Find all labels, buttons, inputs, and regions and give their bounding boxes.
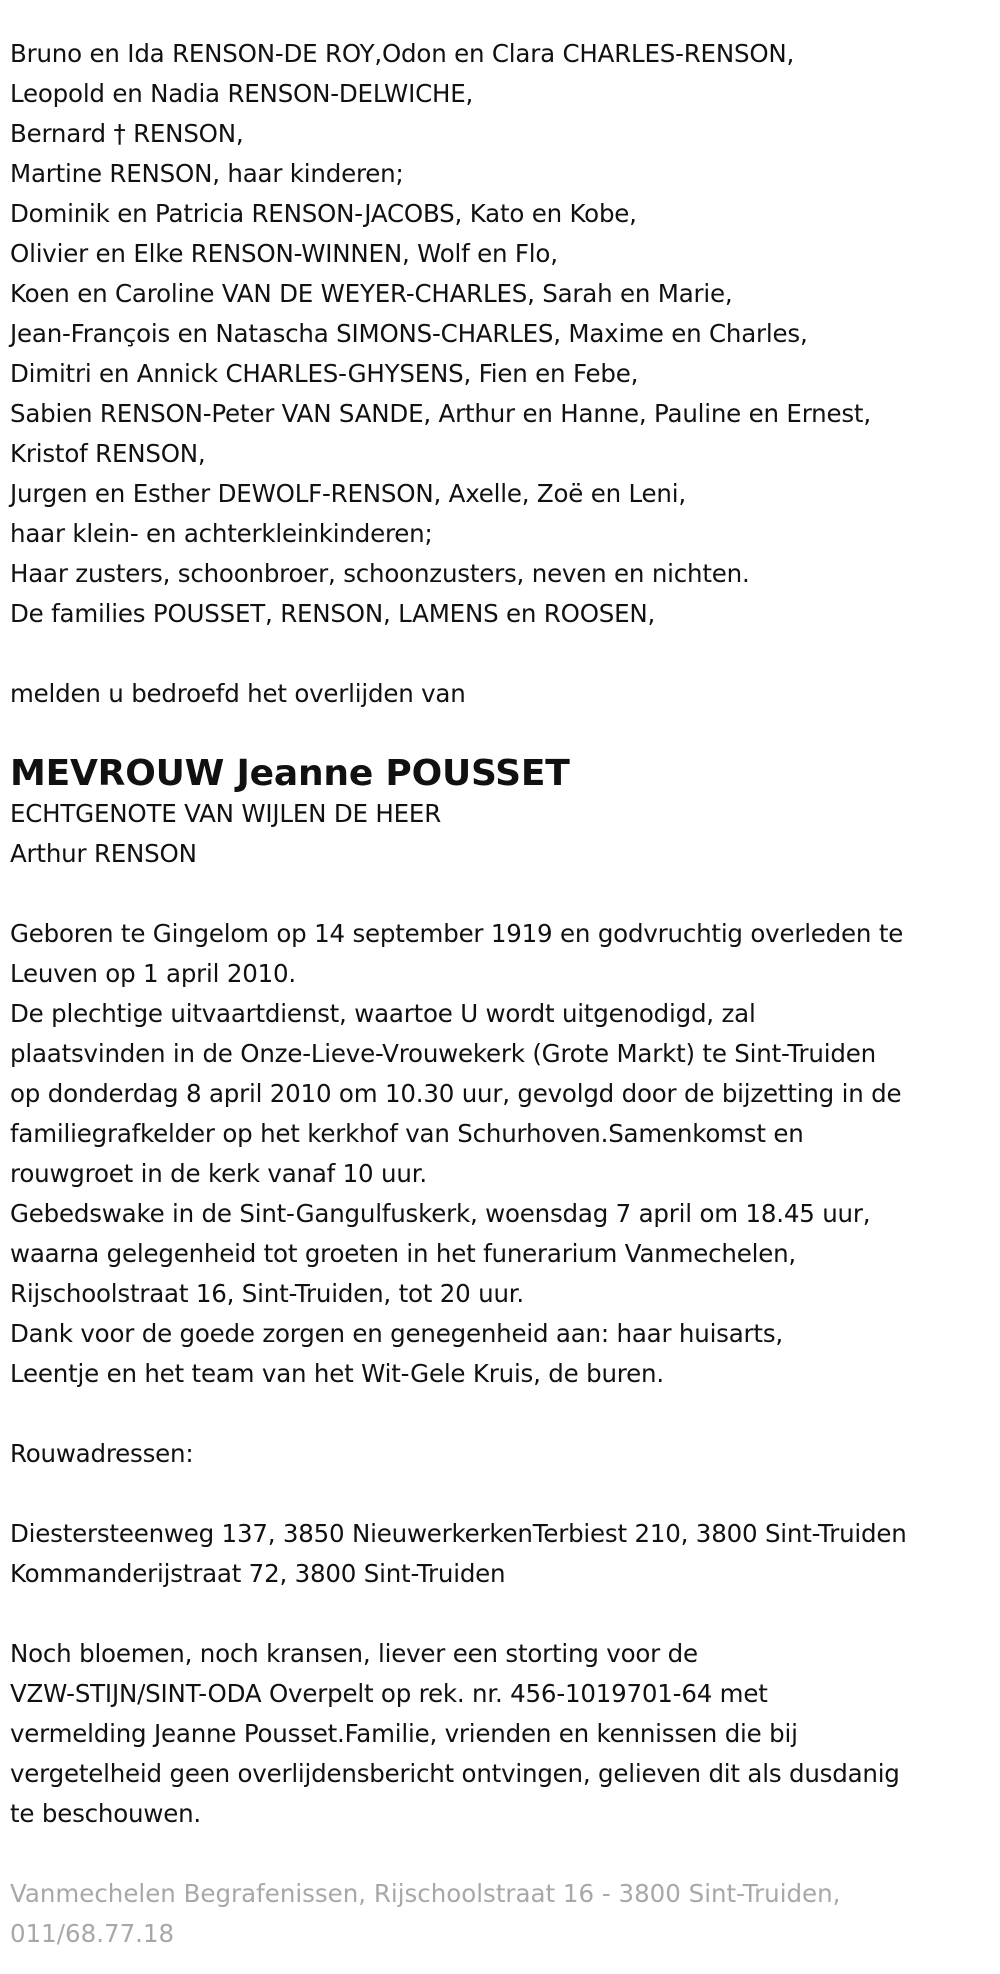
- details-line: plaatsvinden in de Onze-Lieve-Vrouwekerk (Grote Markt) te Sint-Truiden: [10, 1039, 876, 1068]
- family-line: Olivier en Elke RENSON-WINNEN, Wolf en Flo,: [10, 239, 558, 268]
- details-line: familiegrafkelder op het kerkhof van Schurhoven.Samenkomst en: [10, 1119, 804, 1148]
- address-line: Diestersteenweg 137, 3850 NieuwerkerkenTerbiest 210, 3800 Sint-Truiden: [10, 1519, 907, 1548]
- details-line: Geboren te Gingelom op 14 september 1919 en godvruchtig overleden te: [10, 919, 904, 948]
- family-line: Leopold en Nadia RENSON-DELWICHE,: [10, 79, 474, 108]
- address-block: [10, 1514, 990, 1594]
- details-line: De plechtige uitvaartdienst, waartoe U wordt uitgenodigd, zal: [10, 999, 756, 1028]
- family-list: [10, 34, 990, 634]
- deceased-subtitle: ECHTGENOTE VAN WIJLEN DE HEER: [10, 799, 442, 828]
- flowers-line: te beschouwen.: [10, 1799, 201, 1828]
- family-line: Martine RENSON, haar kinderen;: [10, 159, 404, 188]
- flowers-line: Noch bloemen, noch kransen, liever een storting voor de: [10, 1639, 698, 1668]
- family-line: Dominik en Patricia RENSON-JACOBS, Kato en Kobe,: [10, 199, 637, 228]
- details-line: waarna gelegenheid tot groeten in het funerarium Vanmechelen,: [10, 1239, 797, 1268]
- deceased-name: MEVROUW Jeanne POUSSET: [10, 753, 570, 794]
- rouwadressen-label: Rouwadressen:: [10, 1439, 194, 1468]
- flowers-block: [10, 1634, 990, 1834]
- family-line: Haar zusters, schoonbroer, schoonzusters, neven en nichten.: [10, 559, 750, 588]
- family-line: Jurgen en Esther DEWOLF-RENSON, Axelle, Zoë en Leni,: [10, 479, 686, 508]
- details-line: Rijschoolstraat 16, Sint-Truiden, tot 20 uur.: [10, 1279, 525, 1308]
- spacer: [10, 1394, 990, 1434]
- family-line: Kristof RENSON,: [10, 439, 206, 468]
- details-line: Leuven op 1 april 2010.: [10, 959, 296, 988]
- footer-line: Vanmechelen Begrafenissen, Rijschoolstraat 16 - 3800 Sint-Truiden,: [10, 1879, 841, 1908]
- flowers-line: VZW-STIJN/SINT-ODA Overpelt op rek. nr. 456-1019701-64 met: [10, 1679, 768, 1708]
- footer-line: 011/68.77.18: [10, 1919, 175, 1948]
- deceased-spouse: Arthur RENSON: [10, 839, 197, 868]
- details-line: Gebedswake in de Sint-Gangulfuskerk, woensdag 7 april om 18.45 uur,: [10, 1199, 871, 1228]
- spacer: [10, 714, 990, 746]
- details-line: rouwgroet in de kerk vanaf 10 uur.: [10, 1159, 427, 1188]
- family-line: Dimitri en Annick CHARLES-GHYSENS, Fien en Febe,: [10, 359, 639, 388]
- announcement-text: melden u bedroefd het overlijden van: [10, 679, 466, 708]
- details-block: [10, 914, 990, 1394]
- family-line: De families POUSSET, RENSON, LAMENS en ROOSEN,: [10, 599, 656, 628]
- flowers-line: vermelding Jeanne Pousset.Familie, vrienden en kennissen die bij: [10, 1719, 798, 1748]
- details-line: Dank voor de goede zorgen en genegenheid aan: haar huisarts,: [10, 1319, 783, 1348]
- family-line: Bruno en Ida RENSON-DE ROY,Odon en Clara CHARLES-RENSON,: [10, 39, 795, 68]
- spacer: [10, 1474, 990, 1514]
- spacer: [10, 1594, 990, 1634]
- family-line: Jean-François en Natascha SIMONS-CHARLES, Maxime en Charles,: [10, 319, 808, 348]
- spacer: [10, 634, 990, 674]
- spacer: [10, 874, 990, 914]
- footer: [10, 1874, 990, 1954]
- address-line: Kommanderijstraat 72, 3800 Sint-Truiden: [10, 1559, 506, 1588]
- details-line: op donderdag 8 april 2010 om 10.30 uur, gevolgd door de bijzetting in de: [10, 1079, 902, 1108]
- family-line: Sabien RENSON-Peter VAN SANDE, Arthur en Hanne, Pauline en Ernest,: [10, 399, 871, 428]
- family-line: Koen en Caroline VAN DE WEYER-CHARLES, Sarah en Marie,: [10, 279, 733, 308]
- family-line: haar klein- en achterkleinkinderen;: [10, 519, 433, 548]
- family-line: Bernard † RENSON,: [10, 119, 244, 148]
- flowers-line: vergetelheid geen overlijdensbericht ontvingen, gelieven dit als dusdanig: [10, 1759, 900, 1788]
- spacer: [10, 1834, 990, 1874]
- details-line: Leentje en het team van het Wit-Gele Kruis, de buren.: [10, 1359, 664, 1388]
